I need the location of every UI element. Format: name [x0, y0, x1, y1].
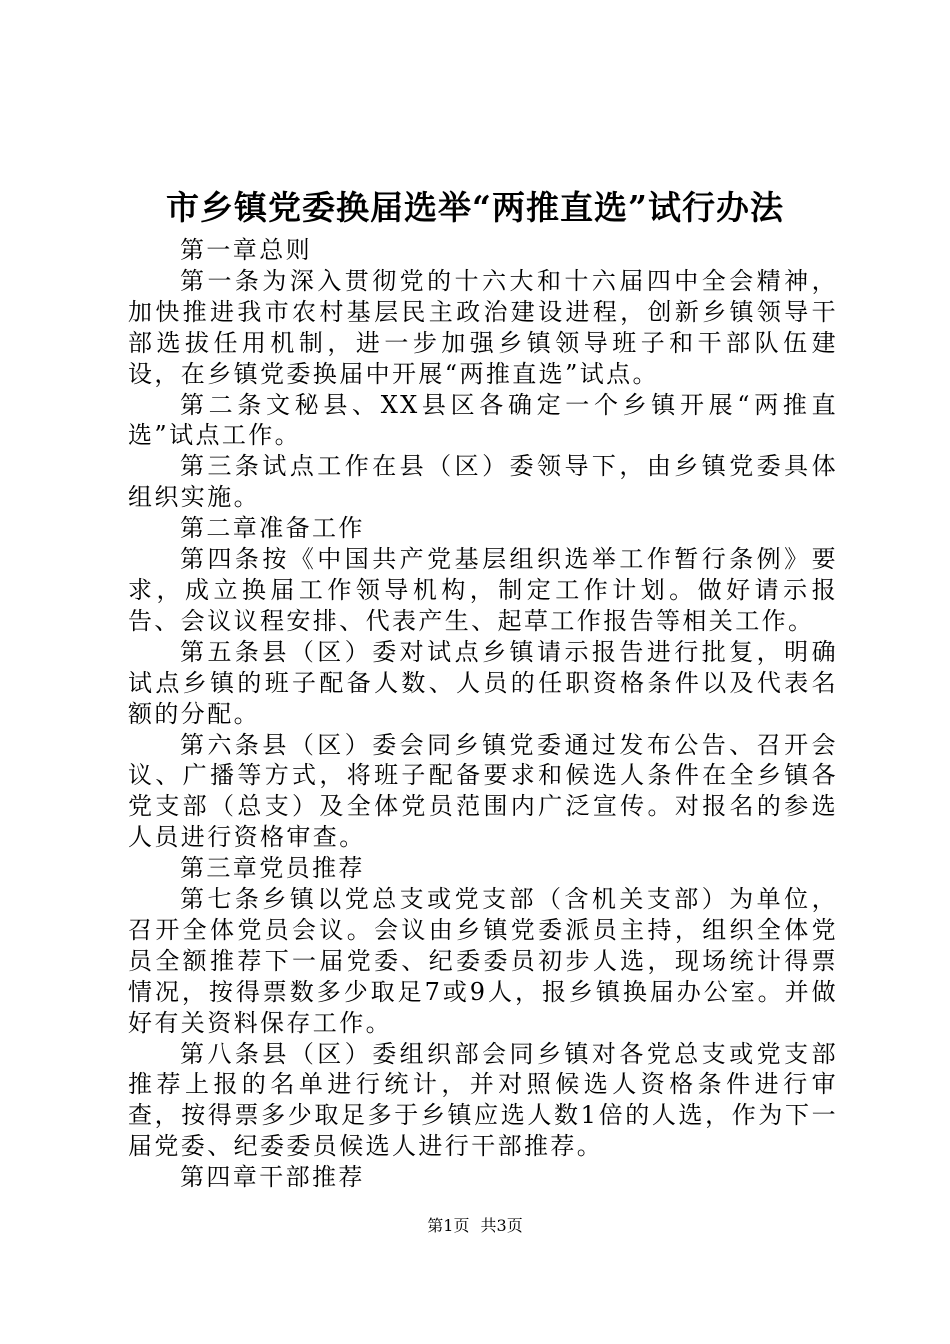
- page-footer: [0, 1214, 950, 1238]
- chapter-heading: 第二章准备工作: [180, 514, 365, 543]
- chapter-heading: 第四章干部推荐: [180, 1163, 365, 1192]
- article-paragraph: 第五条县（区）委对试点乡镇请示报告进行批复，明确试点乡镇的班子配备人数、人员的任职资格条件以及代表名额的分配。: [128, 637, 838, 728]
- article-paragraph: 第三条试点工作在县（区）委领导下，由乡镇党委具体组织实施。: [128, 452, 838, 512]
- article-paragraph: 第一条为深入贯彻党的十六大和十六届四中全会精神，加快推进我市农村基层民主政治建设进程，创新乡镇领导干部选拔任用机制，进一步加强乡镇领导班子和干部队伍建设，在乡镇党委换届中开展“两推直选”试点。: [128, 266, 838, 388]
- article-paragraph: 第七条乡镇以党总支或党支部（含机关支部）为单位，召开全体党员会议。会议由乡镇党委派员主持，组织全体党员全额推荐下一届党委、纪委委员初步人选，现场统计得票情况，按得票数多少取足7或9人，报乡镇换届办公室。并做好有关资料保存工作。: [128, 885, 838, 1037]
- article-paragraph: 第六条县（区）委会同乡镇党委通过发布公告、召开会议、广播等方式，将班子配备要求和候选人条件在全乡镇各党支部（总支）及全体党员范围内广泛宣传。对报名的参选人员进行资格审查。: [128, 730, 838, 852]
- document-body: [128, 235, 838, 1193]
- article-paragraph: 第四条按《中国共产党基层组织选举工作暂行条例》要求，成立换届工作领导机构，制定工作计划。做好请示报告、会议议程安排、代表产生、起草工作报告等相关工作。: [128, 545, 838, 635]
- page-number: 第1页: [427, 1216, 470, 1235]
- chapter-heading: 第一章总则: [180, 236, 312, 264]
- article-paragraph: 第八条县（区）委组织部会同乡镇对各党总支或党支部推荐上报的名单进行统计，并对照候选人资格条件进行审查，按得票多少取足多于乡镇应选人数1倍的人选，作为下一届党委、纪委委员候选人进行干部推荐。: [128, 1039, 838, 1161]
- article-paragraph: 第二条文秘县、XX县区各确定一个乡镇开展“两推直选”试点工作。: [128, 390, 838, 450]
- document-title: 市乡镇党委换届选举“两推直选”试行办法: [166, 188, 784, 227]
- page-total: 共3页: [480, 1216, 523, 1235]
- chapter-heading: 第三章党员推荐: [180, 854, 365, 883]
